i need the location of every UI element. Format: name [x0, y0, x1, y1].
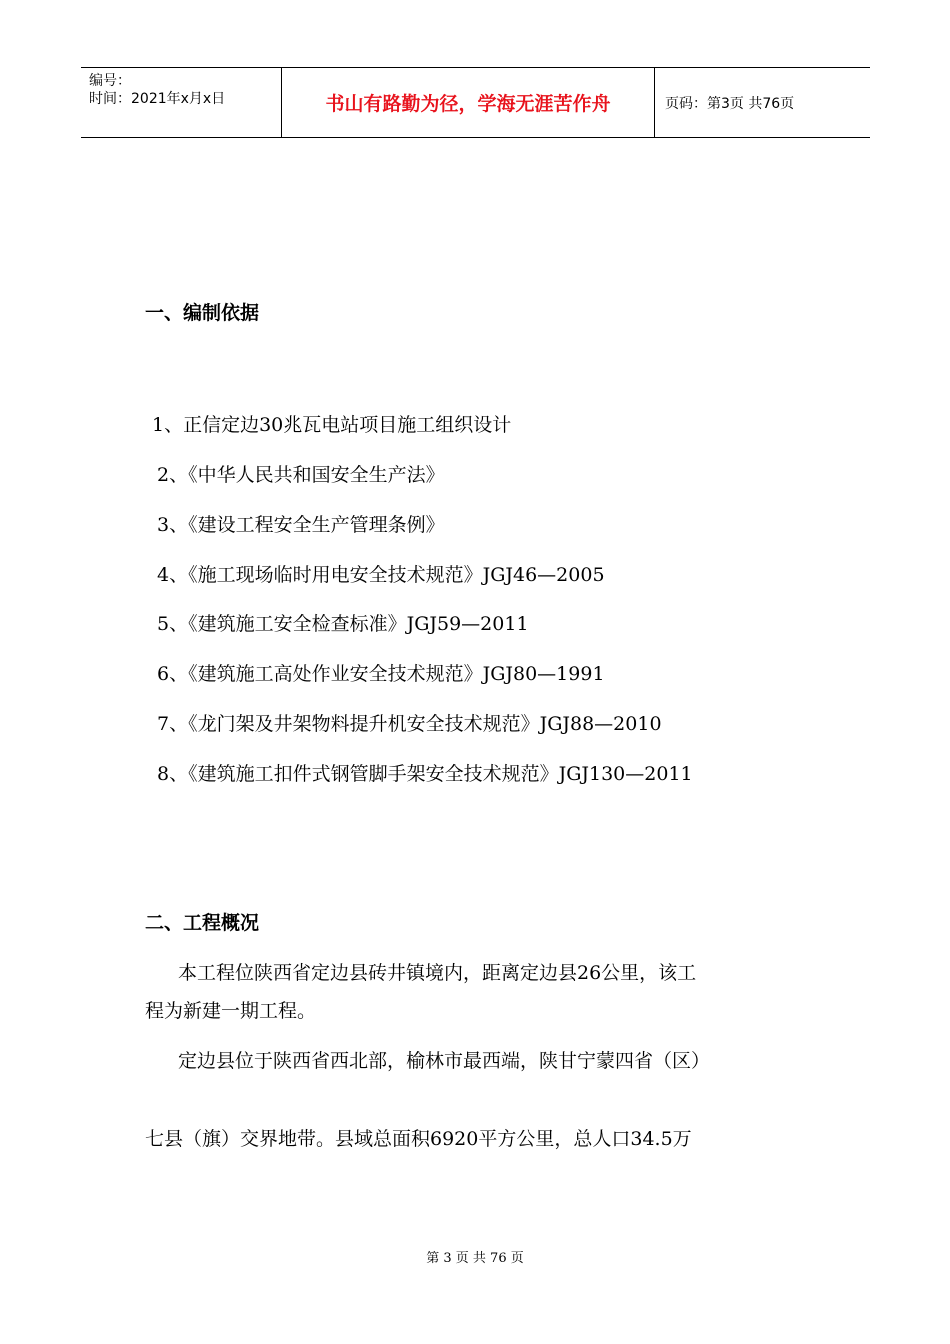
section-title: 一、编制依据: [145, 302, 260, 324]
header-meta: [89, 72, 225, 108]
paragraph-line: 程为新建一期工程。: [145, 1000, 317, 1022]
page-header: [81, 67, 870, 138]
list-item: 7、《龙门架及井架物料提升机安全技术规范》JGJ88—2010: [157, 713, 662, 735]
header-motto: 书山有路勤为径，学海无涯苦作舟: [325, 93, 611, 115]
paragraph-line: 七县（旗）交界地带。县域总面积6920平方公里，总人口34.5万: [145, 1128, 692, 1150]
list-item: 8、《建筑施工扣件式钢管脚手架安全技术规范》JGJ130—2011: [157, 763, 693, 785]
paragraph-line: 定边县位于陕西省西北部，榆林市最西端，陕甘宁蒙四省（区）: [178, 1050, 711, 1072]
time-label: 时间：2021年x月x日: [89, 91, 226, 107]
list-item: 3、《建设工程安全生产管理条例》: [157, 514, 445, 536]
list-item: 5、《建筑施工安全检查标准》JGJ59—2011: [157, 613, 529, 635]
list-item: 2、《中华人民共和国安全生产法》: [157, 464, 445, 486]
number-label: 编号：: [89, 73, 131, 89]
page-footer: 第 3 页 共 76 页: [426, 1251, 524, 1266]
paragraph-line: 本工程位陕西省定边县砖井镇境内，距离定边县26公里，该工: [178, 962, 697, 984]
section-title: 二、工程概况: [145, 912, 260, 934]
header-page-info: 页码：第3页 共76页: [665, 95, 795, 112]
list-item: 1、正信定边30兆瓦电站项目施工组织设计: [152, 414, 512, 436]
list-item: 4、《施工现场临时用电安全技术规范》JGJ46—2005: [157, 564, 605, 586]
header-divider: [654, 68, 655, 137]
list-item: 6、《建筑施工高处作业安全技术规范》JGJ80—1991: [157, 663, 605, 685]
